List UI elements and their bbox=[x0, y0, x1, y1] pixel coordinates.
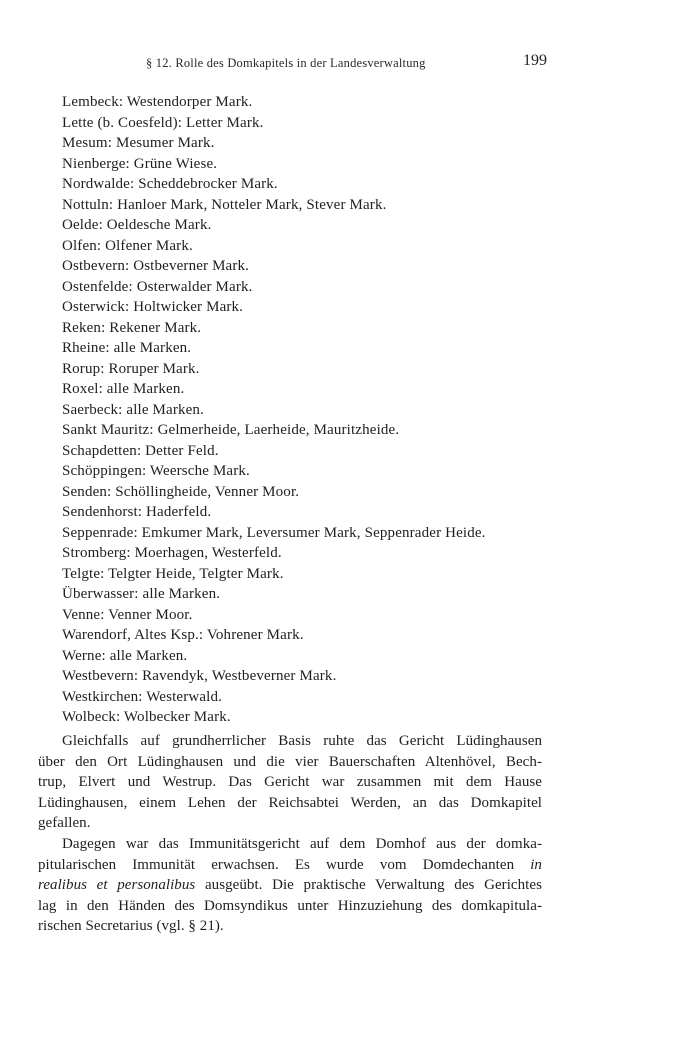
list-item: Nordwalde: Scheddebrocker Mark. bbox=[62, 176, 278, 192]
list-item: Venne: Venner Moor. bbox=[62, 606, 193, 623]
list-item: Rheine: alle Marken. bbox=[62, 340, 192, 356]
paragraph-line: trup, Elvert und Westrup. Das Gericht war zusammen mit dem Hause bbox=[38, 774, 542, 791]
page-number: 199 bbox=[523, 52, 547, 69]
paragraph-line: Gleichfalls auf grundherrlicher Basis ruhte das Gericht Lüdinghausen bbox=[62, 733, 542, 749]
paragraph-immunitaetsgericht bbox=[38, 834, 542, 937]
list-item: Schapdetten: Detter Feld. bbox=[62, 442, 219, 459]
list-item: Werne: alle Marken. bbox=[62, 647, 188, 664]
list-item: Nottuln: Hanloer Mark, Notteler Mark, Stever Mark. bbox=[62, 196, 387, 213]
paragraph-luedinghausen bbox=[38, 731, 542, 834]
paragraph-line: Lüdinghausen, einem Lehen der Reichsabtei Werden, an das Domkapitel bbox=[38, 794, 542, 811]
paragraph-line: lag in den Händen des Domsyndikus unter Hinzuziehung des domkapitula- bbox=[38, 897, 542, 914]
running-head-title: § 12. Rolle des Domkapitels in der Landesverwaltung bbox=[146, 56, 426, 70]
list-item: Senden: Schöllingheide, Venner Moor. bbox=[62, 483, 300, 500]
list-item: Westkirchen: Westerwald. bbox=[62, 688, 223, 705]
list-item: Stromberg: Moerhagen, Westerfeld. bbox=[62, 545, 282, 561]
list-item: Westbevern: Ravendyk, Westbeverner Mark. bbox=[62, 668, 337, 684]
paragraph-line: gefallen. bbox=[38, 815, 91, 832]
list-item: Warendorf, Altes Ksp.: Vohrener Mark. bbox=[62, 627, 304, 643]
list-item: Sendenhorst: Haderfeld. bbox=[62, 504, 212, 520]
paragraph-line: Dagegen war das Immunitätsgericht auf dem Domhof aus der domka- bbox=[62, 835, 542, 852]
paragraph-line: über den Ort Lüdinghausen und die vier Bauerschaften Altenhövel, Bech- bbox=[38, 753, 542, 770]
mark-entries-list bbox=[62, 92, 486, 728]
list-item: Oelde: Oeldesche Mark. bbox=[62, 217, 212, 233]
list-item: Ostenfelde: Osterwalder Mark. bbox=[62, 278, 253, 295]
paragraph-line bbox=[38, 855, 542, 876]
list-item: Lembeck: Westendorper Mark. bbox=[62, 94, 253, 110]
list-item: Telgte: Telgter Heide, Telgter Mark. bbox=[62, 565, 284, 582]
list-item: Seppenrade: Emkumer Mark, Leversumer Mark, Seppenrader Heide. bbox=[62, 524, 486, 541]
latin-phrase: realibus et personalibus bbox=[38, 877, 196, 894]
list-item: Schöppingen: Weersche Mark. bbox=[62, 463, 250, 479]
list-item: Osterwick: Holtwicker Mark. bbox=[62, 299, 244, 315]
paragraph-line bbox=[38, 875, 542, 896]
list-item: Überwasser: alle Marken. bbox=[62, 586, 221, 602]
list-item: Olfen: Olfener Mark. bbox=[62, 237, 193, 254]
list-item: Saerbeck: alle Marken. bbox=[62, 401, 204, 418]
list-item: Wolbeck: Wolbecker Mark. bbox=[62, 709, 231, 725]
list-item: Nienberge: Grüne Wiese. bbox=[62, 155, 218, 172]
paragraph-line-text: pitularischen Immunität erwachsen. Es wurde vom Domdechanten bbox=[38, 856, 515, 873]
running-head bbox=[0, 52, 700, 74]
paragraph-line-text: ausgeübt. Die praktische Verwaltung des Gerichtes bbox=[204, 877, 542, 894]
latin-phrase: in bbox=[530, 856, 542, 873]
list-item: Rorup: Roruper Mark. bbox=[62, 360, 200, 377]
list-item: Lette (b. Coesfeld): Letter Mark. bbox=[62, 114, 264, 131]
list-item: Sankt Mauritz: Gelmerheide, Laerheide, Mauritzheide. bbox=[62, 422, 400, 438]
list-item: Mesum: Mesumer Mark. bbox=[62, 135, 215, 151]
paragraph-line: rischen Secretarius (vgl. § 21). bbox=[38, 918, 224, 935]
list-item: Roxel: alle Marken. bbox=[62, 381, 185, 397]
list-item: Reken: Rekener Mark. bbox=[62, 319, 202, 336]
list-item: Ostbevern: Ostbeverner Mark. bbox=[62, 258, 250, 274]
body-text bbox=[38, 731, 542, 937]
